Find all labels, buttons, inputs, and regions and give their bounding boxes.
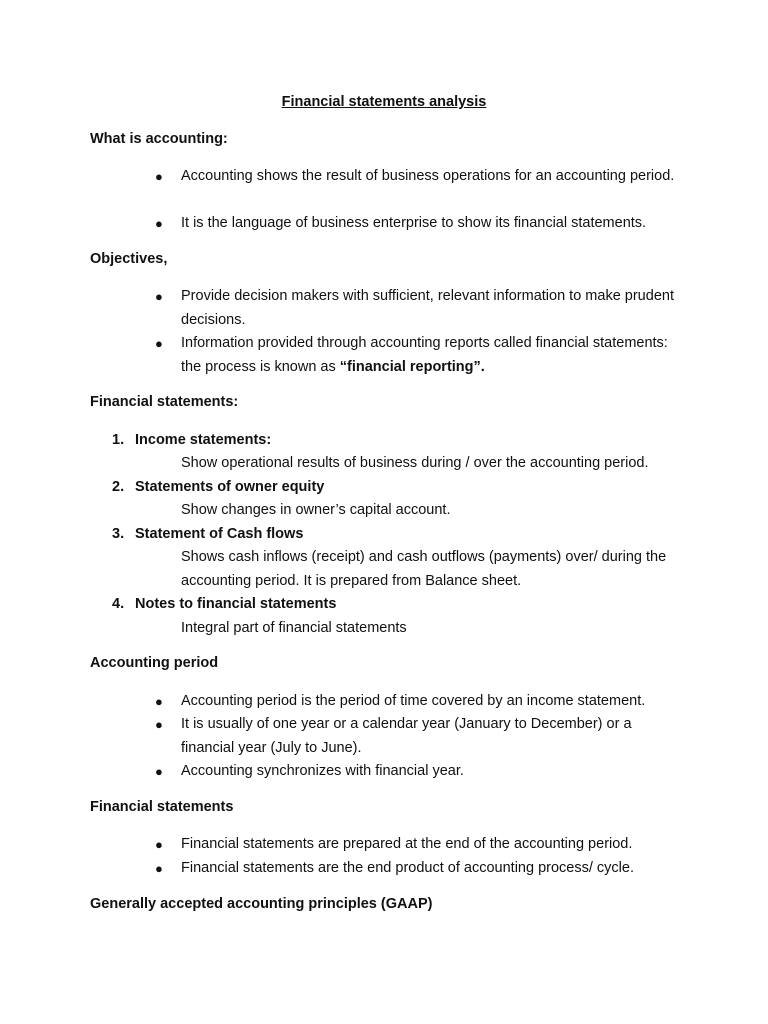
heading-what-is-accounting: What is accounting: — [90, 131, 228, 147]
bullet-text: Information provided through accounting reports called financial statements: the process is known as “financial reporting”. — [181, 335, 668, 375]
bullet-text: It is usually of one year or a calendar year (January to December) or a financial year (July to June). — [181, 716, 632, 756]
list-item-title: Income statements: — [135, 432, 272, 448]
list-number: 2. — [112, 479, 125, 495]
heading-accounting-period: Accounting period — [90, 655, 219, 671]
bullet-icon: ● — [155, 717, 163, 732]
heading-objectives: Objectives, — [90, 251, 168, 267]
bullet-text: Accounting period is the period of time covered by an income statement. — [181, 693, 646, 709]
bullet-text: Provide decision makers with sufficient, relevant information to make prudent decisions. — [181, 288, 674, 328]
list-item-description: Shows cash inflows (receipt) and cash outflows (payments) over/ during the accounting period. It is prepared from Balance sheet. — [181, 549, 667, 589]
bullet-icon: ● — [155, 289, 163, 304]
list-item-description: Integral part of financial statements — [181, 620, 407, 636]
bullet-icon: ● — [155, 837, 163, 852]
heading-financial-statements-list: Financial statements: — [90, 394, 239, 410]
bullet-icon: ● — [155, 694, 163, 709]
list-item-title: Statement of Cash flows — [135, 526, 304, 542]
document-title: Financial statements analysis — [281, 94, 487, 110]
bullet-text: Financial statements are the end product of accounting process/ cycle. — [181, 860, 634, 876]
bullet-text: Accounting synchronizes with financial year. — [181, 763, 464, 779]
bullet-icon: ● — [155, 861, 163, 876]
list-item-title: Notes to financial statements — [135, 596, 337, 612]
heading-gaap: Generally accepted accounting principles (GAAP) — [90, 896, 433, 912]
list-item-description: Show changes in owner’s capital account. — [181, 502, 451, 518]
bullet-icon: ● — [155, 336, 163, 351]
list-number: 3. — [112, 526, 125, 542]
bold-term: “financial reporting”. — [339, 358, 485, 375]
list-item-title: Statements of owner equity — [135, 479, 325, 495]
list-item-description: Show operational results of business during / over the accounting period. — [181, 455, 649, 471]
list-number: 1. — [112, 432, 125, 448]
bullet-text: It is the language of business enterprise to show its financial statements. — [181, 215, 647, 231]
bullet-text: Accounting shows the result of business operations for an accounting period. — [181, 168, 675, 184]
bullet-icon: ● — [155, 216, 163, 231]
heading-financial-statements: Financial statements — [90, 799, 234, 815]
bullet-icon: ● — [155, 169, 163, 184]
bullet-text: Financial statements are prepared at the end of the accounting period. — [181, 836, 633, 852]
bullet-icon: ● — [155, 764, 163, 779]
list-number: 4. — [112, 596, 125, 612]
